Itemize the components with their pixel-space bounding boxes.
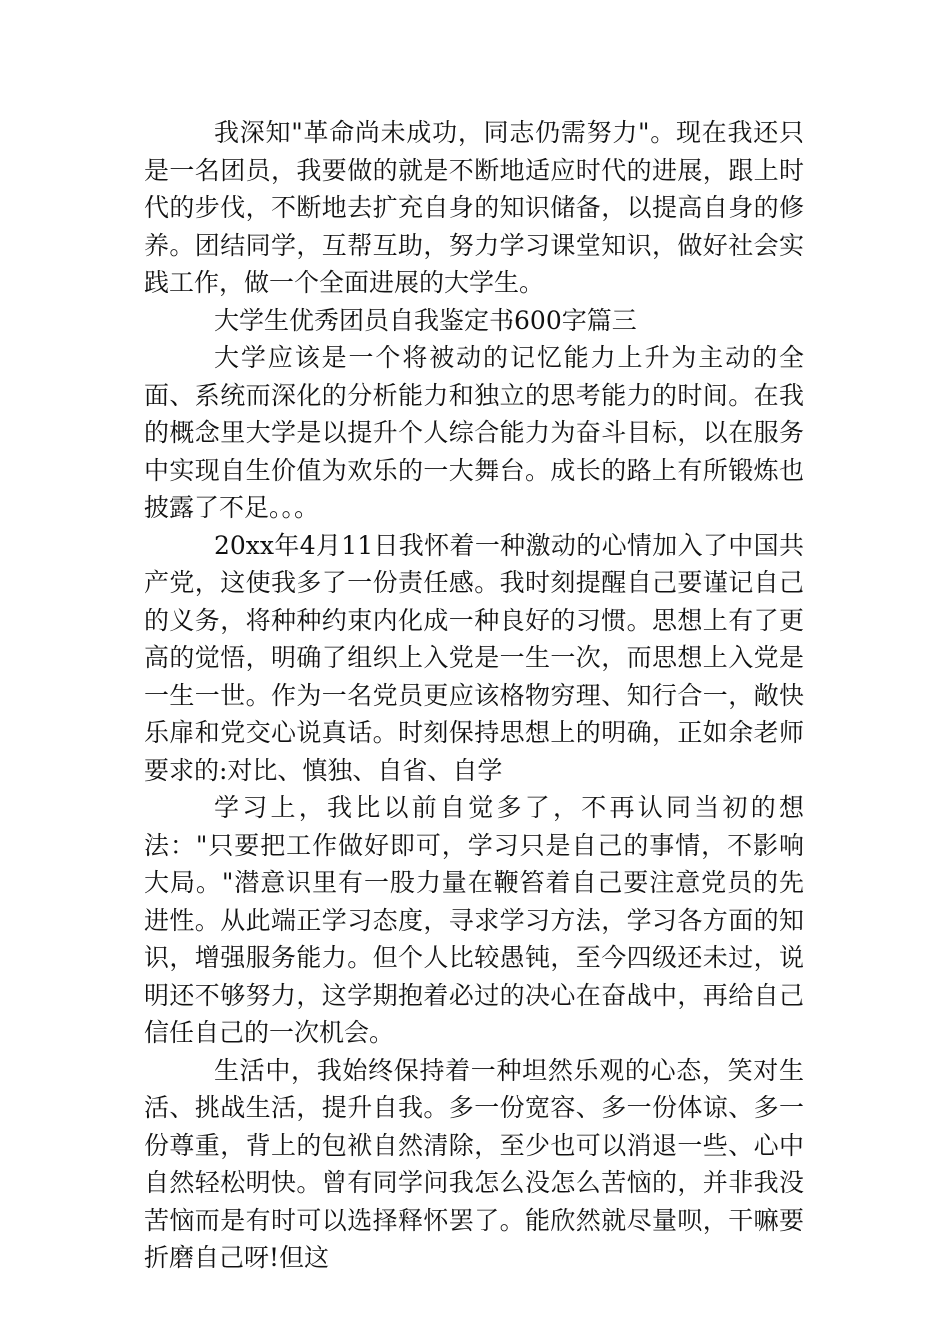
paragraph-party: 20xx年4月11日我怀着一种激动的心情加入了中国共产党，这使我多了一份责任感。我时刻提醒自己要谨记自己的义务，将种种约束内化成一种良好的习惯。思想上有了更高的觉悟，明确了组织上入党是一生一次，而思想上入党是一生一世。作为一名党员更应该格物穷理、知行合一，敞快乐扉和党交心说真话。时刻保持思想上的明确，正如余老师要求的:对比、慎独、自省、自学 <box>144 530 804 785</box>
paragraph-life: 生活中，我始终保持着一种坦然乐观的心态，笑对生活、挑战生活，提升自我。多一份宽容、多一份体谅、多一份尊重，背上的包袱自然清除，至少也可以消退一些、心中自然轻松明快。曾有同学问我怎么没怎么苦恼的，并非我没苦恼而是有时可以选择释怀罢了。能欣然就尽量呗，干嘛要折磨自己呀!但这 <box>144 1055 804 1272</box>
section-heading: 大学生优秀团员自我鉴定书600字篇三 <box>214 305 637 335</box>
paragraph-university: 大学应该是一个将被动的记忆能力上升为主动的全面、系统而深化的分析能力和独立的思考能力的时间。在我的概念里大学是以提升个人综合能力为奋斗目标，以在服务中实现自生价值为欢乐的一大舞台。成长的路上有所锻炼也披露了不足。。。 <box>144 343 804 522</box>
document-body <box>144 114 804 1277</box>
paragraph-revolution: 我深知"革命尚未成功，同志仍需努力"。现在我还只是一名团员，我要做的就是不断地适应时代的进展，跟上时代的步伐，不断地去扩充自身的知识储备，以提高自身的修养。团结同学，互帮互助，努力学习课堂知识，做好社会实践工作，做一个全面进展的大学生。 <box>144 118 804 297</box>
paragraph-study: 学习上，我比以前自觉多了，不再认同当初的想法："只要把工作做好即可，学习只是自己的事情，不影响大局。"潜意识里有一股力量在鞭笞着自己要注意党员的先进性。从此端正学习态度，寻求学习方法，学习各方面的知识，增强服务能力。但个人比较愚钝，至今四级还未过，说明还不够努力，这学期抱着必过的决心在奋战中，再给自己信任自己的一次机会。 <box>144 793 804 1047</box>
